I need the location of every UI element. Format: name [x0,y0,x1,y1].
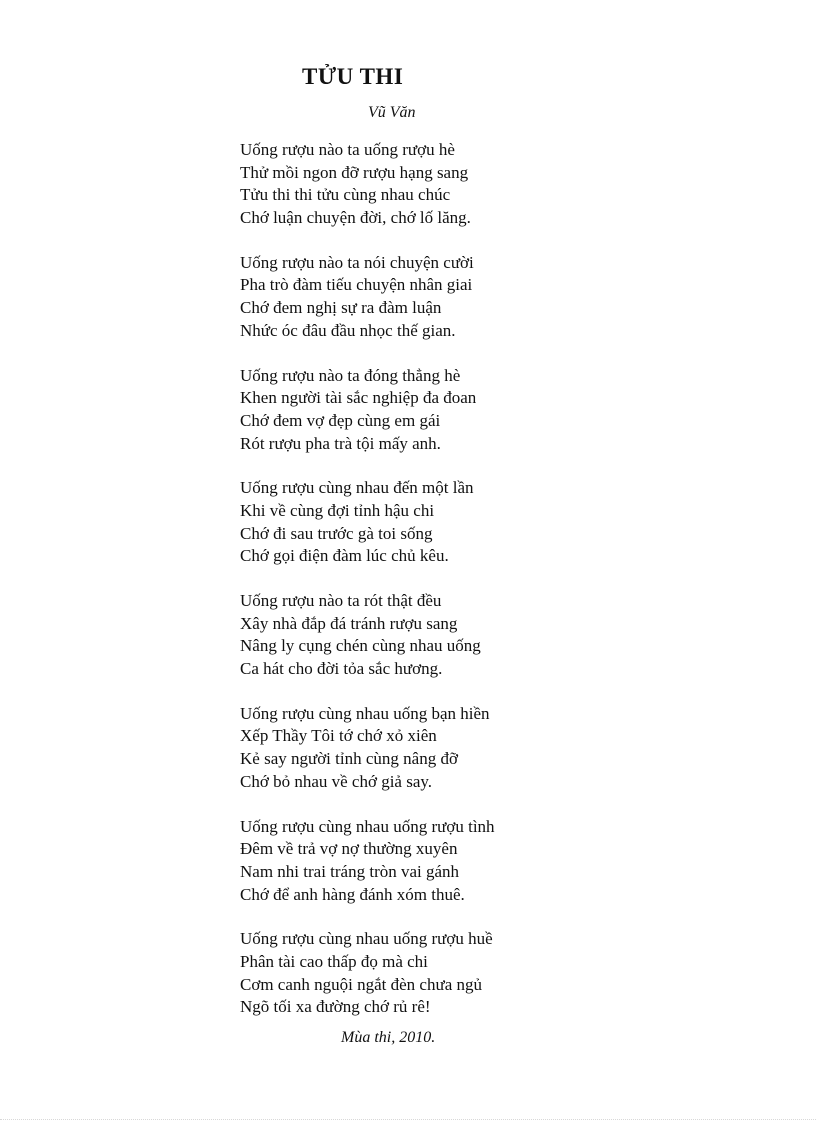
page-bottom-divider [0,1119,816,1120]
poem-line: Ngõ tối xa đường chớ rủ rê! [240,997,431,1017]
poem-line: Uống rượu cùng nhau uống rượu huề [240,929,493,949]
poem-line: Phân tài cao thấp đọ mà chi [240,951,428,971]
poem-line: Uống rượu nào ta uống rượu hè [240,140,455,159]
poem-line: Chớ đi sau trước gà toi sống [240,523,433,543]
poem-line: Đêm về trả vợ nợ thường xuyên [240,839,458,859]
poem-line: Uống rượu cùng nhau đến một lần [240,478,474,498]
poem-stanza [240,816,660,907]
poem-signature: Mùa thi, 2010. [341,1029,436,1046]
poem-line: Uống rượu nào ta nói chuyện cười [240,252,474,272]
poem-line: Ca hát cho đời tỏa sắc hương. [240,659,443,679]
poem-line: Kẻ say người tỉnh cùng nâng đỡ [240,749,458,769]
poem-line: Xếp Thầy Tôi tớ chớ xỏ xiên [240,726,437,746]
poem-line: Chớ bỏ nhau về chớ giả say. [240,771,433,791]
poem-line: Pha trò đàm tiếu chuyện nhân giai [240,275,473,295]
poem-stanza [240,252,660,343]
poem-line: Tửu thi thi tửu cùng nhau chúc [240,185,451,205]
poem-line: Chớ đem vợ đẹp cùng em gái [240,410,441,430]
poem-line: Nâng ly cụng chén cùng nhau uống [240,636,481,656]
poem-stanza [240,365,660,456]
poem-line: Uống rượu nào ta rót thật đều [240,591,442,610]
poem-line: Uống rượu cùng nhau uống rượu tình [240,816,495,836]
poem-line: Chớ để anh hàng đánh xóm thuê. [240,884,465,904]
poem-title: TỬU THI [302,64,404,89]
poem-line: Cơm canh nguội ngắt đèn chưa ngủ [240,974,482,994]
poem-stanza [240,928,660,1019]
poem-line: Xây nhà đắp đá tránh rượu sang [240,613,458,633]
poem-stanza [240,477,660,568]
poem-line: Chớ luận chuyện đời, chớ lố lăng. [240,208,471,228]
poem-line: Chớ gọi điện đàm lúc chủ kêu. [240,546,449,566]
poem-author: Vũ Văn [368,104,416,121]
poem-line: Chớ đem nghị sự ra đàm luận [240,298,442,318]
poem-line: Nam nhi trai tráng tròn vai gánh [240,861,460,881]
poem-line: Khi về cùng đợi tỉnh hậu chi [240,500,435,520]
poem-line: Thử mồi ngon đỡ rượu hạng sang [240,162,469,182]
poem-stanza [240,590,660,681]
poem-body [240,139,660,1041]
poem-line: Uống rượu cùng nhau uống bạn hiền [240,703,490,723]
poem-stanza [240,703,660,794]
poem-line: Khen người tài sắc nghiệp đa đoan [240,388,477,408]
poem-line: Nhức óc đâu đầu nhọc thế gian. [240,320,456,340]
poem-stanza [240,139,660,230]
poem-line: Uống rượu nào ta đóng thẳng hè [240,365,461,385]
poem-line: Rót rượu pha trà tội mấy anh. [240,433,441,453]
